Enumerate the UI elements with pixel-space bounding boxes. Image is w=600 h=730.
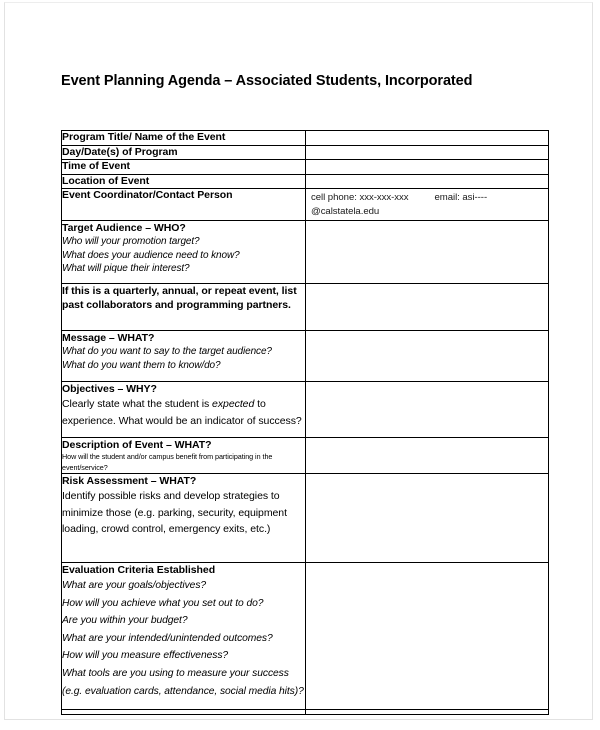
section-heading: Risk Assessment – WHAT? [62,475,197,487]
row-label-evaluation-criteria [62,563,306,710]
section-prompt: What do you want to say to the target audience? [62,346,272,357]
row-input-past-collaborators[interactable] [306,284,549,331]
prompt-part: to experience. What would be an indicator of success? [62,398,302,427]
section-heading: Target Audience – WHO? [62,222,186,234]
page-title: Event Planning Agenda – Associated Students, Incorporated [61,73,473,89]
table-row-clipped [62,710,549,715]
row-label-objectives [62,382,306,438]
section-prompt: What are your goals/objectives? [62,580,207,591]
section-prompt: How will the student and/or campus benefit from participating in the event/service? [62,452,273,472]
row-label-event-coordinator: Event Coordinator/Contact Person [62,189,306,221]
table-row [62,284,549,331]
row-input-clipped[interactable] [306,710,549,715]
row-input-day-date[interactable] [306,145,549,160]
table-row [62,563,549,710]
row-input-location-of-event[interactable] [306,174,549,189]
row-label-program-title: Program Title/ Name of the Event [62,131,306,146]
prompt-emphasis: expected [212,398,255,410]
table-row [62,331,549,382]
row-input-message[interactable] [306,331,549,382]
row-input-description-of-event[interactable] [306,438,549,474]
row-input-target-audience[interactable] [306,221,549,284]
section-heading: Description of Event – WHAT? [62,439,212,451]
section-prompt: Who will your promotion target? [62,236,200,247]
event-planning-agenda-table [61,130,549,715]
section-heading: Objectives – WHY? [62,383,157,395]
row-input-program-title[interactable] [306,131,549,146]
row-label-past-collaborators [62,284,306,331]
table-row [62,160,549,175]
section-heading: Evaluation Criteria Established [62,564,216,576]
section-prompt: How will you achieve what you set out to do? [62,597,264,609]
contact-details [306,189,548,220]
table-row [62,145,549,160]
table-row [62,174,549,189]
row-label-clipped [62,710,306,715]
table-row [62,438,549,474]
prompt-part: Clearly state what the student is [62,398,213,410]
section-heading: Message – WHAT? [62,332,155,344]
row-input-event-coordinator[interactable] [306,189,549,221]
row-label-message [62,331,306,382]
contact-cell-phone: cell phone: xxx-xxx-xxx [311,192,409,203]
contact-email-prefix: email: asi---- [434,192,488,203]
section-prompt: What does your audience need to know? [62,249,240,261]
row-label-target-audience [62,221,306,284]
table-row [62,382,549,438]
section-prompt: What do you want them to know/do? [62,359,221,371]
document-page [4,2,593,720]
section-prompt: Are you within your budget? [62,615,188,627]
row-label-risk-assessment [62,474,306,563]
row-input-evaluation-criteria[interactable] [306,563,549,710]
row-label-day-date: Day/Date(s) of Program [62,145,306,160]
table-row [62,131,549,146]
section-prompt [62,396,305,429]
section-prompt: What tools are you using to measure your success (e.g. evaluation cards, attendance, social media hits)? [62,667,304,697]
section-prompt: What will pique their interest? [62,263,190,275]
row-input-risk-assessment[interactable] [306,474,549,563]
table-row [62,474,549,563]
row-label-time-of-event: Time of Event [62,160,306,175]
contact-email-domain: @calstatela.edu [311,205,380,217]
section-heading: If this is a quarterly, annual, or repeat event, list past collaborators and programming partners. [62,285,297,311]
row-input-objectives[interactable] [306,382,549,438]
section-prompt: Identify possible risks and develop strategies to minimize those (e.g. parking, security, equipment loading, crowd control, emergency exits, etc.) [62,490,287,536]
section-prompt: How will you measure effectiveness? [62,650,229,662]
clipped-content [62,710,305,714]
table-row [62,189,549,221]
section-prompt: What are your intended/unintended outcomes? [62,632,273,644]
row-label-description-of-event [62,438,306,474]
row-label-location-of-event: Location of Event [62,174,306,189]
row-input-time-of-event[interactable] [306,160,549,175]
table-row [62,221,549,284]
